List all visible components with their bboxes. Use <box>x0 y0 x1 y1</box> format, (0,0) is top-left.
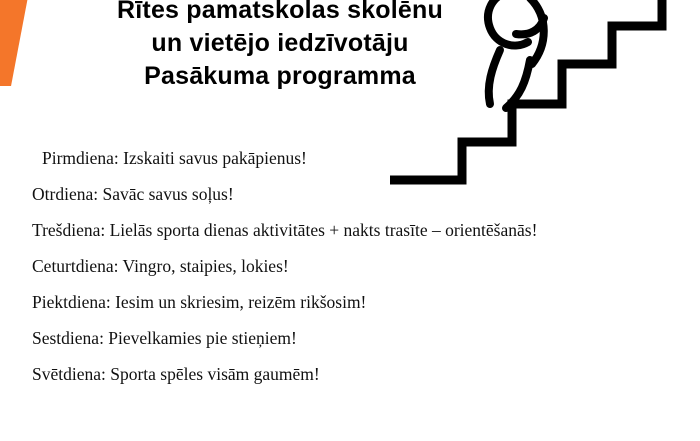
runner-icon <box>488 0 544 108</box>
title-line-1: Rītes pamatskolas skolēnu <box>117 0 443 24</box>
list-item: Sestdiena: Pievelkamies pie stieņiem! <box>32 328 297 348</box>
title-line-3: Pasākuma programma <box>144 62 416 90</box>
list-item: Piektdiena: Iesim un skriesim, reizēm rikšosim! <box>32 292 367 312</box>
list-item: Trešdiena: Lielās sporta dienas aktivitātes + nakts trasīte – orientēšanās! <box>32 220 538 240</box>
list-item: Ceturtdiena: Vingro, staipies, lokies! <box>32 256 289 276</box>
list-item: Pirmdiena: Izskaiti savus pakāpienus! <box>42 148 307 168</box>
list-item: Svētdiena: Sporta spēles visām gaumēm! <box>32 364 320 384</box>
program-list <box>32 140 672 392</box>
list-item: Otrdiena: Savāc savus soļus! <box>32 184 234 204</box>
title-line-2: un vietējo iedzīvotāju <box>151 29 409 57</box>
